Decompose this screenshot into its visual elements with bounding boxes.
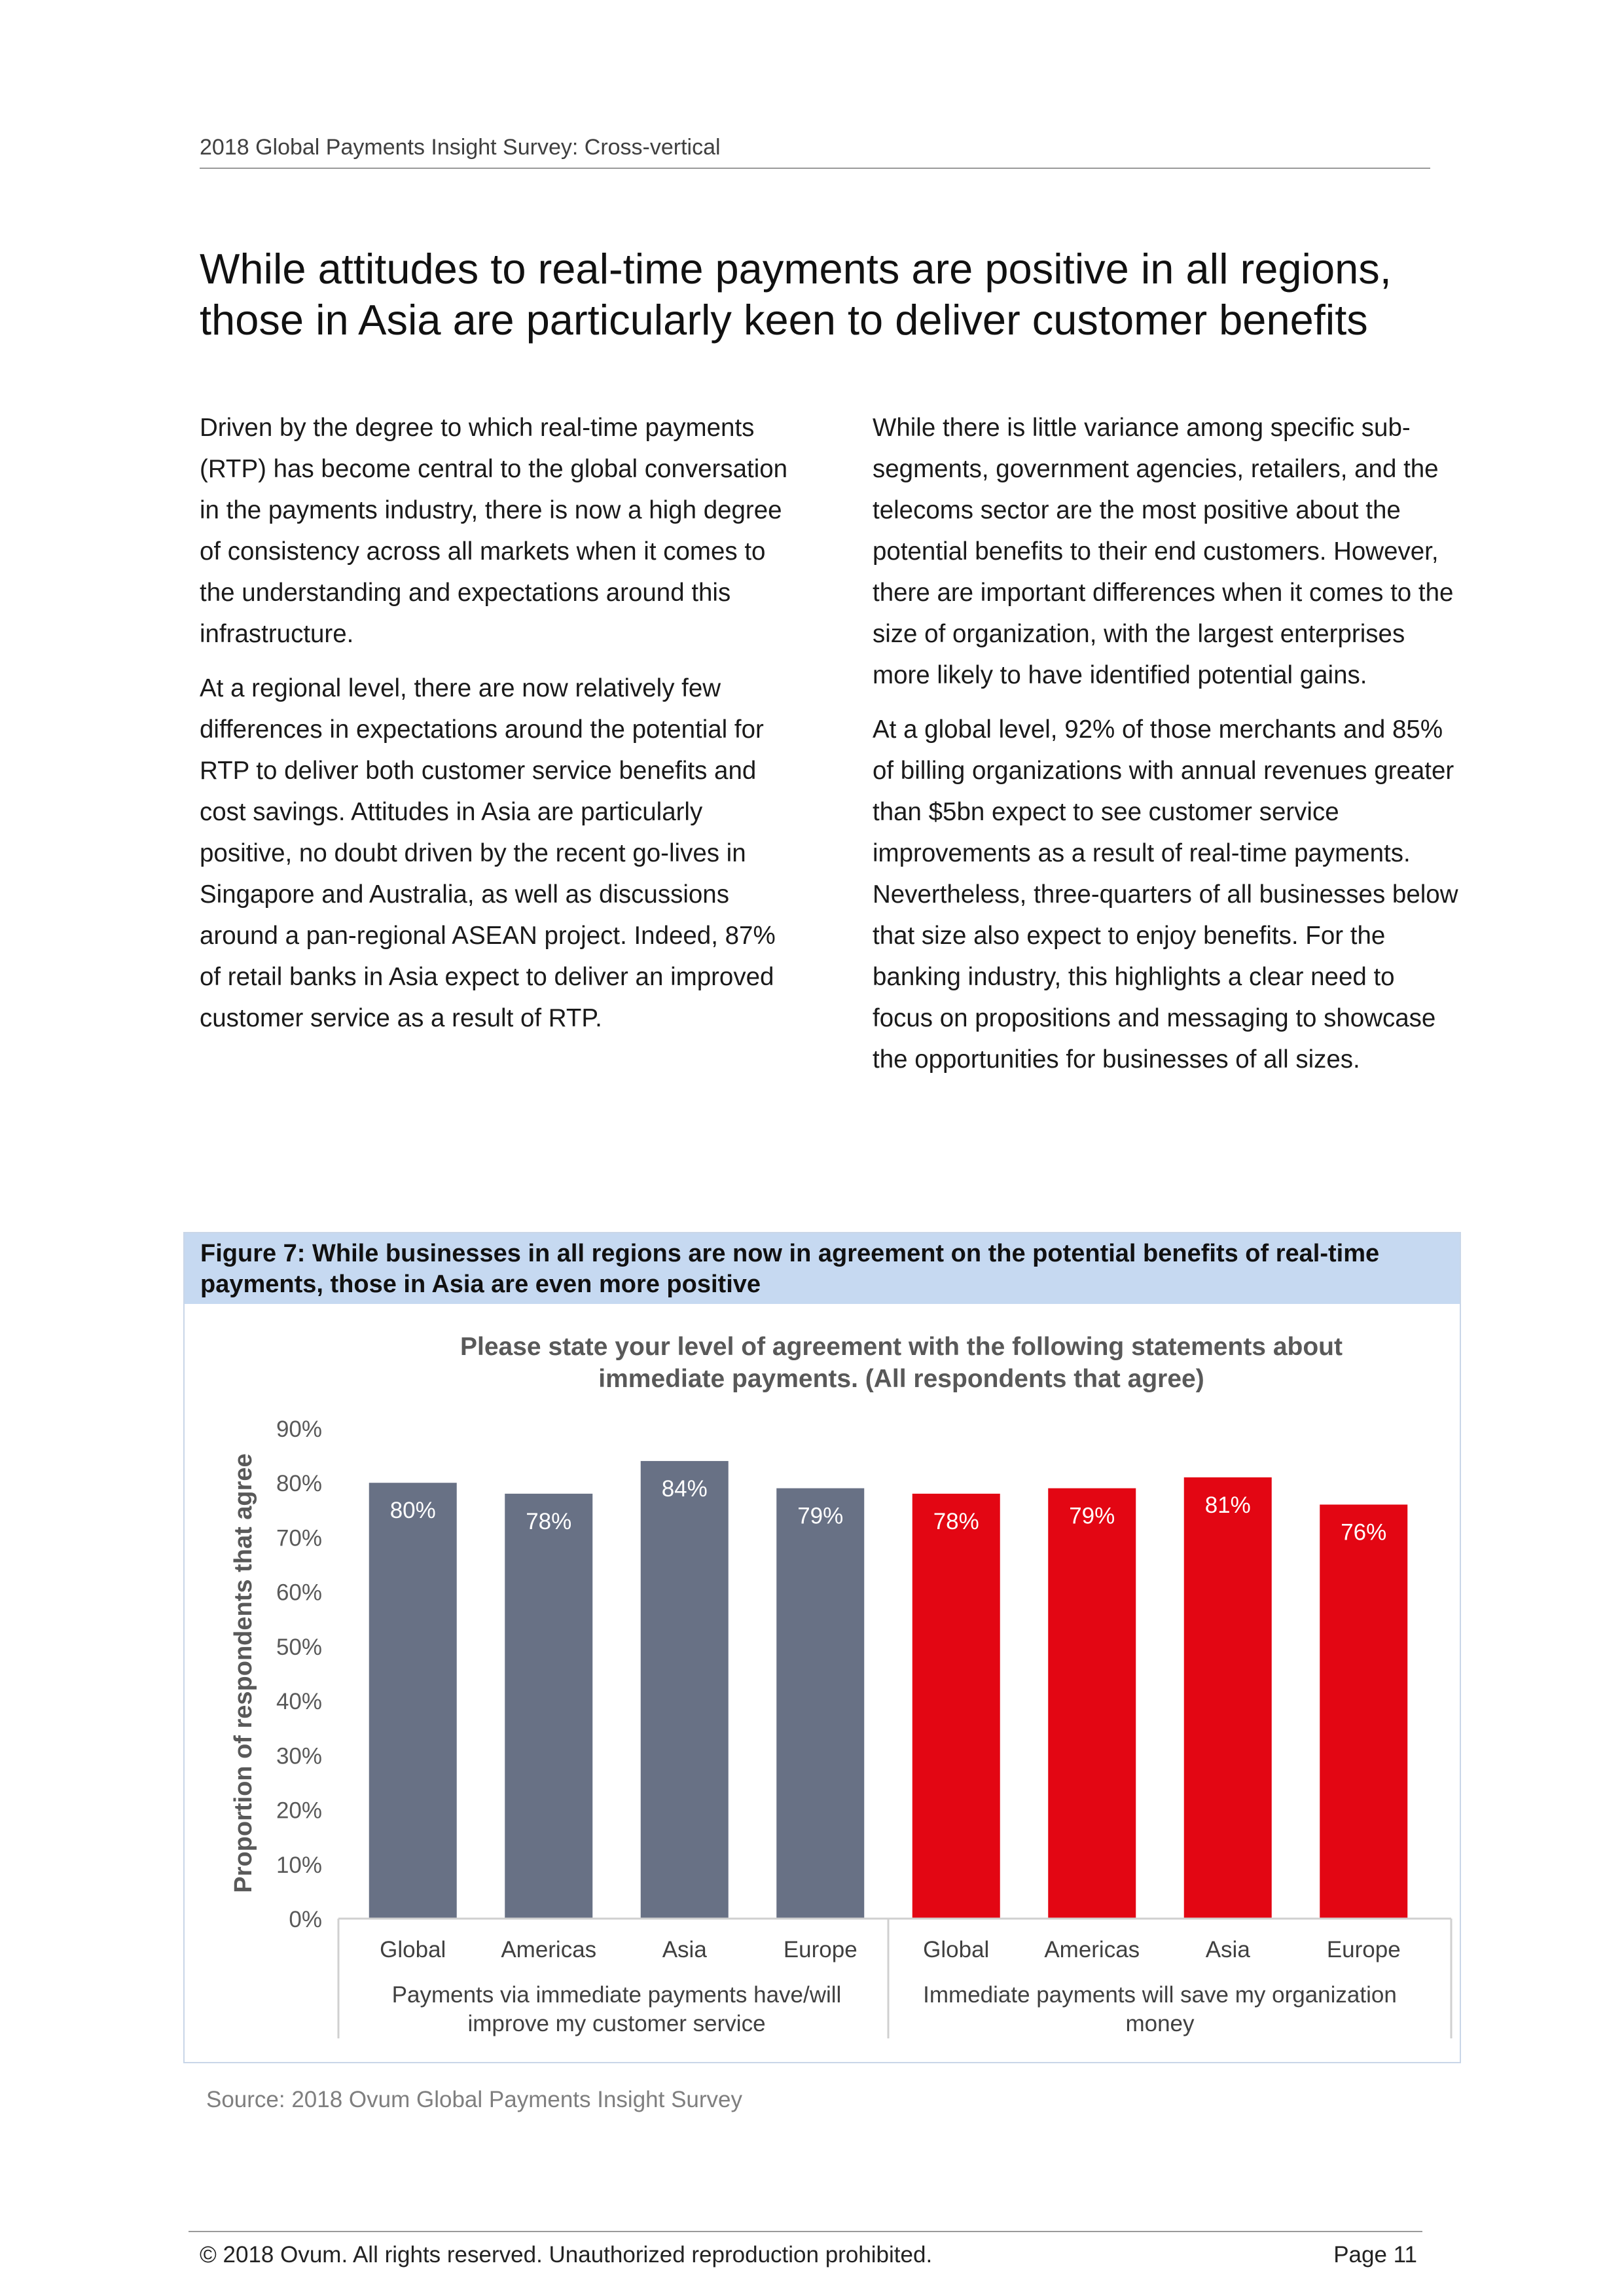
bar	[1320, 1505, 1407, 1919]
bar-chart	[185, 1233, 1460, 2062]
bar-value-label: 78%	[526, 1508, 572, 1534]
group-label: money	[1125, 2011, 1195, 2036]
figure-caption: Figure 7: While businesses in all regions are now in agreement on the potential benefits of real-time payments, those in Asia are even more positive	[185, 1233, 1460, 1304]
copyright-notice: © 2018 Ovum. All rights reserved. Unauthorized reproduction prohibited.	[200, 2242, 933, 2268]
paragraph: At a global level, 92% of those merchants and 85% of billing organizations with annual revenues greater than $5bn expect to see customer service improvements as a result of real-time payments. Nevertheless, three-quarters of all businesses below that size also expect to enjoy benefits. For the banking industry, this highlights a clear need to focus on propositions and messaging to showcase the opportunities for businesses of all sizes.	[873, 715, 1458, 1074]
x-category-label: Asia	[1205, 1937, 1250, 1962]
figure-source: Source: 2018 Ovum Global Payments Insight Survey	[206, 2087, 743, 2112]
running-header: 2018 Global Payments Insight Survey: Cross-vertical	[200, 135, 721, 160]
y-tick-label: 20%	[276, 1798, 322, 1824]
bar-value-label: 76%	[1341, 1519, 1387, 1545]
y-tick-label: 50%	[276, 1634, 322, 1660]
paragraph: At a regional level, there are now relatively few differences in expectations around the potential for RTP to deliver both customer service benefits and cost savings. Attitudes in Asia are particularly positive, no doubt driven by the recent go-lives in Singapore and Australia, as well as discussions around a pan-regional ASEAN project. Indeed, 87% of retail banks in Asia expect to deliver an improved customer service as a result of RTP.	[200, 674, 776, 1032]
x-category-label: Global	[923, 1937, 990, 1962]
paragraph: Driven by the degree to which real-time payments (RTP) has become central to the global conversation in the payments industry, there is now a high degree of consistency across all markets when it comes to the understanding and expectations around this infrastructure.	[200, 414, 788, 648]
bar	[1184, 1477, 1272, 1919]
y-tick-label: 60%	[276, 1580, 322, 1606]
x-category-label: Global	[380, 1937, 446, 1962]
paragraph: While there is little variance among specific sub-segments, government agencies, retailers, and the telecoms sector are the most positive about the potential benefits to their end customers. However, there are important differences when it comes to the size of organization, with the largest enterprises more likely to have identified potential gains.	[873, 414, 1454, 689]
group-label: Immediate payments will save my organization	[923, 1982, 1397, 2008]
bar	[1048, 1489, 1136, 1919]
footer-rule	[189, 2231, 1422, 2232]
body-column-right	[873, 407, 1462, 1093]
bar-value-label: 81%	[1204, 1492, 1251, 1518]
y-axis-label: Proportion of respondents that agree	[230, 1453, 257, 1893]
bar-value-label: 78%	[933, 1508, 979, 1534]
x-category-label: Asia	[662, 1937, 707, 1962]
x-category-label: Europe	[1326, 1937, 1401, 1962]
y-tick-label: 80%	[276, 1471, 322, 1497]
y-tick-label: 30%	[276, 1743, 322, 1769]
bar-value-label: 80%	[389, 1498, 436, 1524]
bar-value-label: 79%	[797, 1503, 844, 1529]
chart-title: immediate payments. (All respondents that agree)	[598, 1365, 1204, 1393]
body-column-left	[200, 407, 789, 1052]
y-tick-label: 10%	[276, 1852, 322, 1878]
x-category-label: Americas	[501, 1937, 597, 1962]
bar	[641, 1461, 729, 1919]
bar-value-label: 79%	[1069, 1503, 1115, 1529]
chart-title: Please state your level of agreement with the following statements about	[460, 1333, 1343, 1361]
header-rule	[200, 168, 1430, 169]
y-tick-label: 0%	[289, 1907, 322, 1932]
figure-box	[183, 1232, 1461, 2063]
page-number: Page 11	[1333, 2242, 1417, 2268]
page-headline: While attitudes to real-time payments are positive in all regions, those in Asia are particularly keen to deliver customer benefits	[200, 245, 1392, 344]
y-tick-label: 40%	[276, 1689, 322, 1715]
group-label: Payments via immediate payments have/will	[391, 1982, 842, 2008]
bar	[912, 1494, 1000, 1919]
x-category-label: Americas	[1044, 1937, 1140, 1962]
x-category-label: Europe	[783, 1937, 857, 1962]
group-label: improve my customer service	[467, 2011, 766, 2036]
bar	[369, 1483, 457, 1919]
y-tick-label: 70%	[276, 1525, 322, 1551]
bar	[776, 1489, 864, 1919]
bar	[505, 1494, 592, 1919]
y-tick-label: 90%	[276, 1417, 322, 1442]
bar-value-label: 84%	[661, 1475, 708, 1502]
